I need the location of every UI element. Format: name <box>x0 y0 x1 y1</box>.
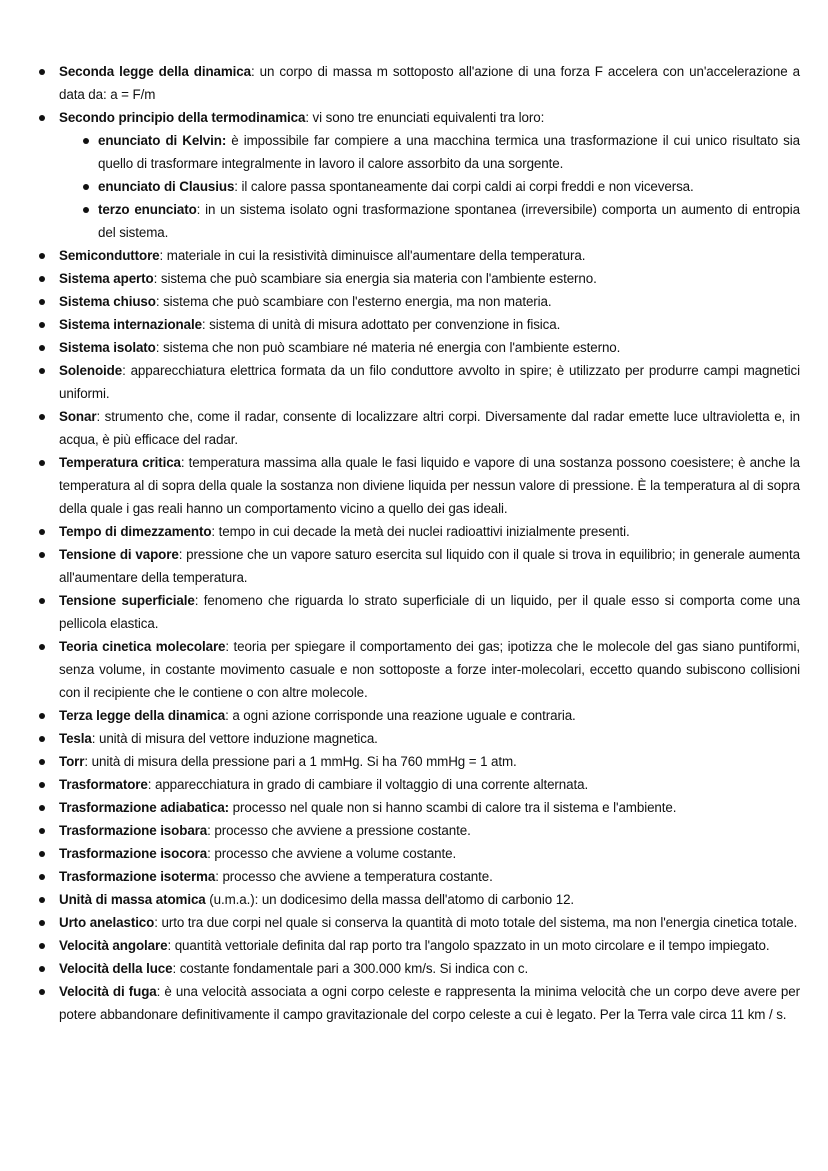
glossary-entry <box>59 842 800 865</box>
entry-term: Urto anelastico <box>59 915 155 930</box>
entry-term: Seconda legge della dinamica <box>59 64 251 79</box>
glossary-entry <box>59 520 800 543</box>
glossary-entry <box>59 888 800 911</box>
glossary-list <box>0 60 828 1026</box>
entry-definition: : materiale in cui la resistività diminuisce all'aumentare della temperatura. <box>159 248 586 263</box>
glossary-entry <box>98 129 800 175</box>
glossary-entry <box>59 405 800 451</box>
entry-term: Trasformazione isobara <box>59 823 208 838</box>
glossary-entry <box>59 313 800 336</box>
entry-definition: : processo che avviene a pressione costante. <box>207 823 471 838</box>
glossary-entry <box>59 336 800 359</box>
glossary-entry <box>59 773 800 796</box>
glossary-entry <box>59 359 800 405</box>
entry-definition: : vi sono tre enunciati equivalenti tra loro: <box>305 110 545 125</box>
entry-term: Tempo di dimezzamento <box>59 524 212 539</box>
glossary-entry <box>59 589 800 635</box>
entry-term: Unità di massa atomica <box>59 892 206 907</box>
glossary-entry <box>59 635 800 704</box>
glossary-entry <box>59 704 800 727</box>
entry-definition: : unità di misura del vettore induzione magnetica. <box>91 731 378 746</box>
glossary-entry <box>59 750 800 773</box>
entry-term: Secondo principio della termodinamica <box>59 110 306 125</box>
entry-definition: : sistema che può scambiare sia energia sia materia con l'ambiente esterno. <box>153 271 597 286</box>
glossary-entry <box>98 198 800 244</box>
entry-term: Terza legge della dinamica <box>59 708 226 723</box>
entry-definition: : apparecchiatura in grado di cambiare il voltaggio di una corrente alternata. <box>147 777 589 792</box>
entry-term: Velocità angolare <box>59 938 168 953</box>
entry-definition: : pressione che un vapore saturo esercita sul liquido con il quale si trova in equilibrio; in generale aumenta all'aumentare della temperatura. <box>59 547 800 585</box>
entry-term: terzo enunciato <box>98 202 197 217</box>
entry-term: Trasformazione isocora <box>59 846 208 861</box>
entry-definition: : processo che avviene a temperatura costante. <box>215 869 493 884</box>
entry-term: Torr <box>59 754 85 769</box>
entry-term: Tesla <box>59 731 92 746</box>
entry-definition: : costante fondamentale pari a 300.000 km/s. Si indica con c. <box>172 961 529 976</box>
glossary-page <box>0 60 828 1026</box>
entry-term: enunciato di Clausius <box>98 179 235 194</box>
glossary-entry <box>59 267 800 290</box>
entry-term: Sistema internazionale <box>59 317 202 332</box>
entry-definition: : apparecchiatura elettrica formata da un filo conduttore avvolto in spire; è utilizzato per produrre campi magnetici uniformi. <box>59 363 800 401</box>
entry-definition: : è una velocità associata a ogni corpo celeste e rappresenta la minima velocità che un corpo deve avere per potere abbandonare definitivamente il campo gravitazionale del corpo celeste a cui è legato. Per la Terra vale circa 11 km / s. <box>59 984 800 1022</box>
glossary-entry <box>59 934 800 957</box>
entry-definition: : tempo in cui decade la metà dei nuclei radioattivi inizialmente presenti. <box>211 524 630 539</box>
entry-definition: : in un sistema isolato ogni trasformazione spontanea (irreversibile) comporta un aumento di entropia del sistema. <box>98 202 800 240</box>
entry-term: Temperatura critica <box>59 455 181 470</box>
entry-term: Tensione di vapore <box>59 547 179 562</box>
entry-definition: : a ogni azione corrisponde una reazione uguale e contraria. <box>225 708 576 723</box>
glossary-entry <box>59 957 800 980</box>
entry-term: Sistema chiuso <box>59 294 156 309</box>
entry-term: Sistema isolato <box>59 340 156 355</box>
entry-term: Trasformazione isoterma <box>59 869 216 884</box>
glossary-entry <box>59 819 800 842</box>
entry-term: Semiconduttore <box>59 248 160 263</box>
entry-term: Teoria cinetica molecolare <box>59 639 226 654</box>
glossary-entry <box>59 60 800 106</box>
glossary-entry <box>59 980 800 1026</box>
glossary-entry <box>59 727 800 750</box>
entry-definition: è impossibile far compiere a una macchina termica una trasformazione il cui unico risultato sia quello di trasformare integralmente in lavoro il calore assorbito da una sorgente. <box>98 133 800 171</box>
entry-definition: : processo che avviene a volume costante. <box>207 846 457 861</box>
entry-definition: : strumento che, come il radar, consente di localizzare altri corpi. Diversamente dal radar emette luce ultravioletta e, in acqua, è più efficace del radar. <box>59 409 800 447</box>
entry-definition: : il calore passa spontaneamente dai corpi caldi ai corpi freddi e non viceversa. <box>234 179 694 194</box>
entry-term: Sistema aperto <box>59 271 154 286</box>
entry-term: Solenoide <box>59 363 123 378</box>
entry-term: Tensione superficiale <box>59 593 195 608</box>
entry-definition: : unità di misura della pressione pari a 1 mmHg. Si ha 760 mmHg = 1 atm. <box>84 754 517 769</box>
glossary-entry <box>59 290 800 313</box>
glossary-entry <box>59 451 800 520</box>
glossary-entry <box>98 175 800 198</box>
entry-term: Velocità della luce <box>59 961 173 976</box>
entry-term: enunciato di Kelvin: <box>98 133 227 148</box>
entry-definition: : un corpo di massa m sottoposto all'azione di una forza F accelera con un'accelerazione a data da: a = F/m <box>59 64 800 102</box>
entry-term: Trasformatore <box>59 777 148 792</box>
glossary-entry <box>59 865 800 888</box>
entry-term: Velocità di fuga <box>59 984 157 999</box>
entry-definition: : quantità vettoriale definita dal rap porto tra l'angolo spazzato in un moto circolare e il tempo impiegato. <box>167 938 770 953</box>
entry-definition: : urto tra due corpi nel quale si conserva la quantità di moto totale del sistema, ma non l'energia cinetica totale. <box>154 915 798 930</box>
entry-term: Sonar <box>59 409 97 424</box>
entry-definition: : sistema che può scambiare con l'esterno energia, ma non materia. <box>155 294 552 309</box>
entry-definition: : sistema di unità di misura adottato per convenzione in fisica. <box>201 317 561 332</box>
entry-definition: processo nel quale non si hanno scambi di calore tra il sistema e l'ambiente. <box>229 800 677 815</box>
glossary-entry <box>59 106 800 129</box>
glossary-entry <box>59 911 800 934</box>
entry-term: Trasformazione adiabatica: <box>59 800 230 815</box>
entry-definition: : fenomeno che riguarda lo strato superficiale di un liquido, per il quale esso si comporta come una pellicola elastica. <box>59 593 800 631</box>
glossary-entry <box>59 796 800 819</box>
glossary-entry <box>59 543 800 589</box>
sub-list <box>0 129 828 244</box>
entry-definition: : sistema che non può scambiare né materia né energia con l'ambiente esterno. <box>155 340 621 355</box>
glossary-entry <box>59 244 800 267</box>
entry-definition: (u.m.a.): un dodicesimo della massa dell'atomo di carbonio 12. <box>205 892 575 907</box>
entry-definition: : temperatura massima alla quale le fasi liquido e vapore di una sostanza possono coesistere; è anche la temperatura al di sopra della quale la sostanza non diviene liquida per nessun valore di pressione. È la temperatura al di sopra della quale i gas reali hanno un comportamento vicino a quello dei gas ideali. <box>59 455 800 516</box>
entry-definition: : teoria per spiegare il comportamento dei gas; ipotizza che le molecole del gas siano puntiformi, senza volume, in costante movimento casuale e non sottoposte a forze inter-molecolari, eccetto quando subiscono collisioni con il recipiente che le contiene o con altre molecole. <box>59 639 800 700</box>
